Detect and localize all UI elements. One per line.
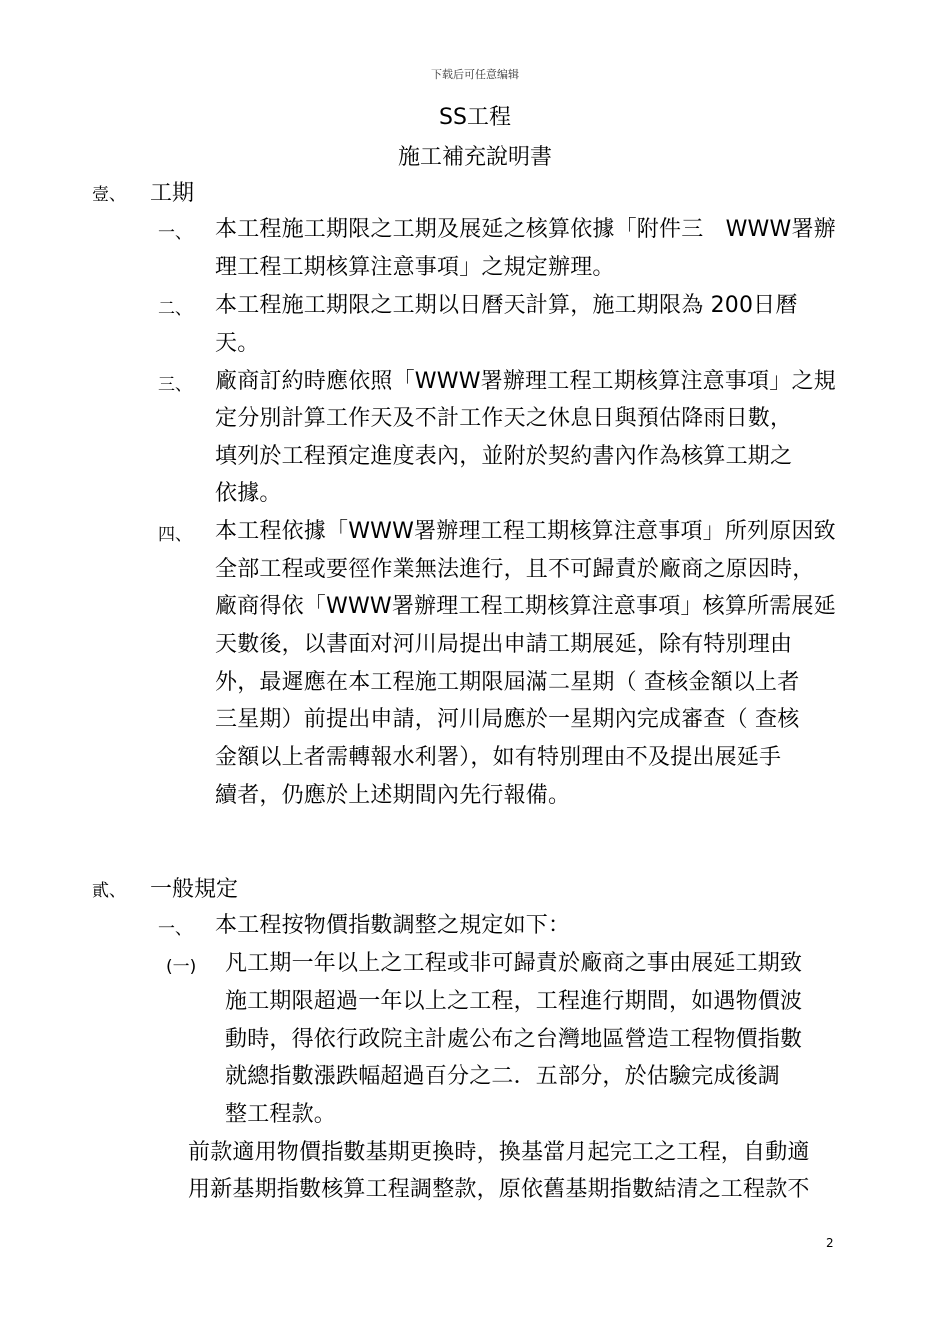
item-marker: 三、	[158, 375, 192, 395]
paragraph-line: 全部工程或要徑作業無法進行，且不可歸責於廠商之原因時，	[215, 557, 815, 582]
item-marker: 二、	[158, 299, 192, 319]
paragraph-line: 廠商訂約時應依照「WWW署辦理工程工期核算注意事項」之規	[215, 369, 836, 394]
paragraph-line: 天數後，以書面对河川局提出申請工期展延，除有特別理由	[215, 632, 793, 657]
paragraph-line: 天。	[215, 331, 260, 356]
paragraph-line: 凡工期一年以上之工程或非可歸責於廠商之事由展延工期致	[225, 951, 803, 976]
item-marker: 一、	[158, 919, 192, 939]
paragraph-line: 依據。	[215, 481, 282, 506]
paragraph-line: 金額以上者需轉報水利署），如有特別理由不及提出展延手	[215, 745, 782, 770]
paragraph-line: 填列於工程預定進度表內，並附於契約書內作為核算工期之	[215, 444, 793, 469]
paragraph-line: 續者，仍應於上述期間內先行報備。	[215, 783, 571, 808]
section-heading: 工期	[150, 181, 195, 206]
paragraph-line: 定分別計算工作天及不計工作天之休息日與預估降雨日數，	[215, 406, 793, 431]
paragraph-line: 就總指數漲跌幅超過百分之二．五部分，於估驗完成後調	[225, 1064, 781, 1089]
paragraph-line: 本工程施工期限之工期及展延之核算依據「附件三 WWW署辦	[215, 217, 836, 242]
paragraph-line: 用新基期指數核算工程調整款，原依舊基期指數結清之工程款不	[188, 1177, 810, 1202]
document-subtitle: 施工補充說明書	[397, 145, 552, 170]
paragraph-line: 本工程按物價指數調整之規定如下：	[215, 913, 571, 938]
paragraph-line: 外，最遲應在本工程施工期限屆滿二星期（ 查核金額以上者	[215, 670, 800, 695]
paragraph-line: 三星期）前提出申請，河川局應於一星期內完成審查（ 查核	[215, 707, 800, 732]
paragraph-line: 理工程工期核算注意事項」之規定辦理。	[215, 255, 615, 280]
item-marker: 四、	[158, 525, 192, 545]
paragraph-line: 本工程依據「WWW署辦理工程工期核算注意事項」所列原因致	[215, 519, 836, 544]
section-marker: 貳、	[92, 881, 126, 901]
subitem-marker: (一)	[166, 957, 197, 977]
paragraph-line: 本工程施工期限之工期以日曆天計算，施工期限為 200日曆	[215, 293, 798, 318]
paragraph-line: 施工期限超過一年以上之工程，工程進行期間，如遇物價波	[225, 989, 803, 1014]
item-marker: 一、	[158, 223, 192, 243]
section-marker: 壹、	[92, 185, 126, 205]
paragraph-line: 前款適用物價指數基期更換時，換基當月起完工之工程，自動適	[188, 1140, 810, 1165]
section-heading: 一般規定	[150, 877, 239, 902]
paragraph-line: 整工程款。	[225, 1102, 337, 1127]
header-note: 下载后可任意编辑	[431, 68, 519, 81]
document-title: SS工程	[439, 105, 511, 130]
paragraph-line: 廠商得依「WWW署辦理工程工期核算注意事項」核算所需展延	[215, 594, 836, 619]
page-number: 2	[826, 1236, 834, 1250]
paragraph-line: 動時，得依行政院主計處公布之台灣地區營造工程物價指數	[225, 1027, 803, 1052]
